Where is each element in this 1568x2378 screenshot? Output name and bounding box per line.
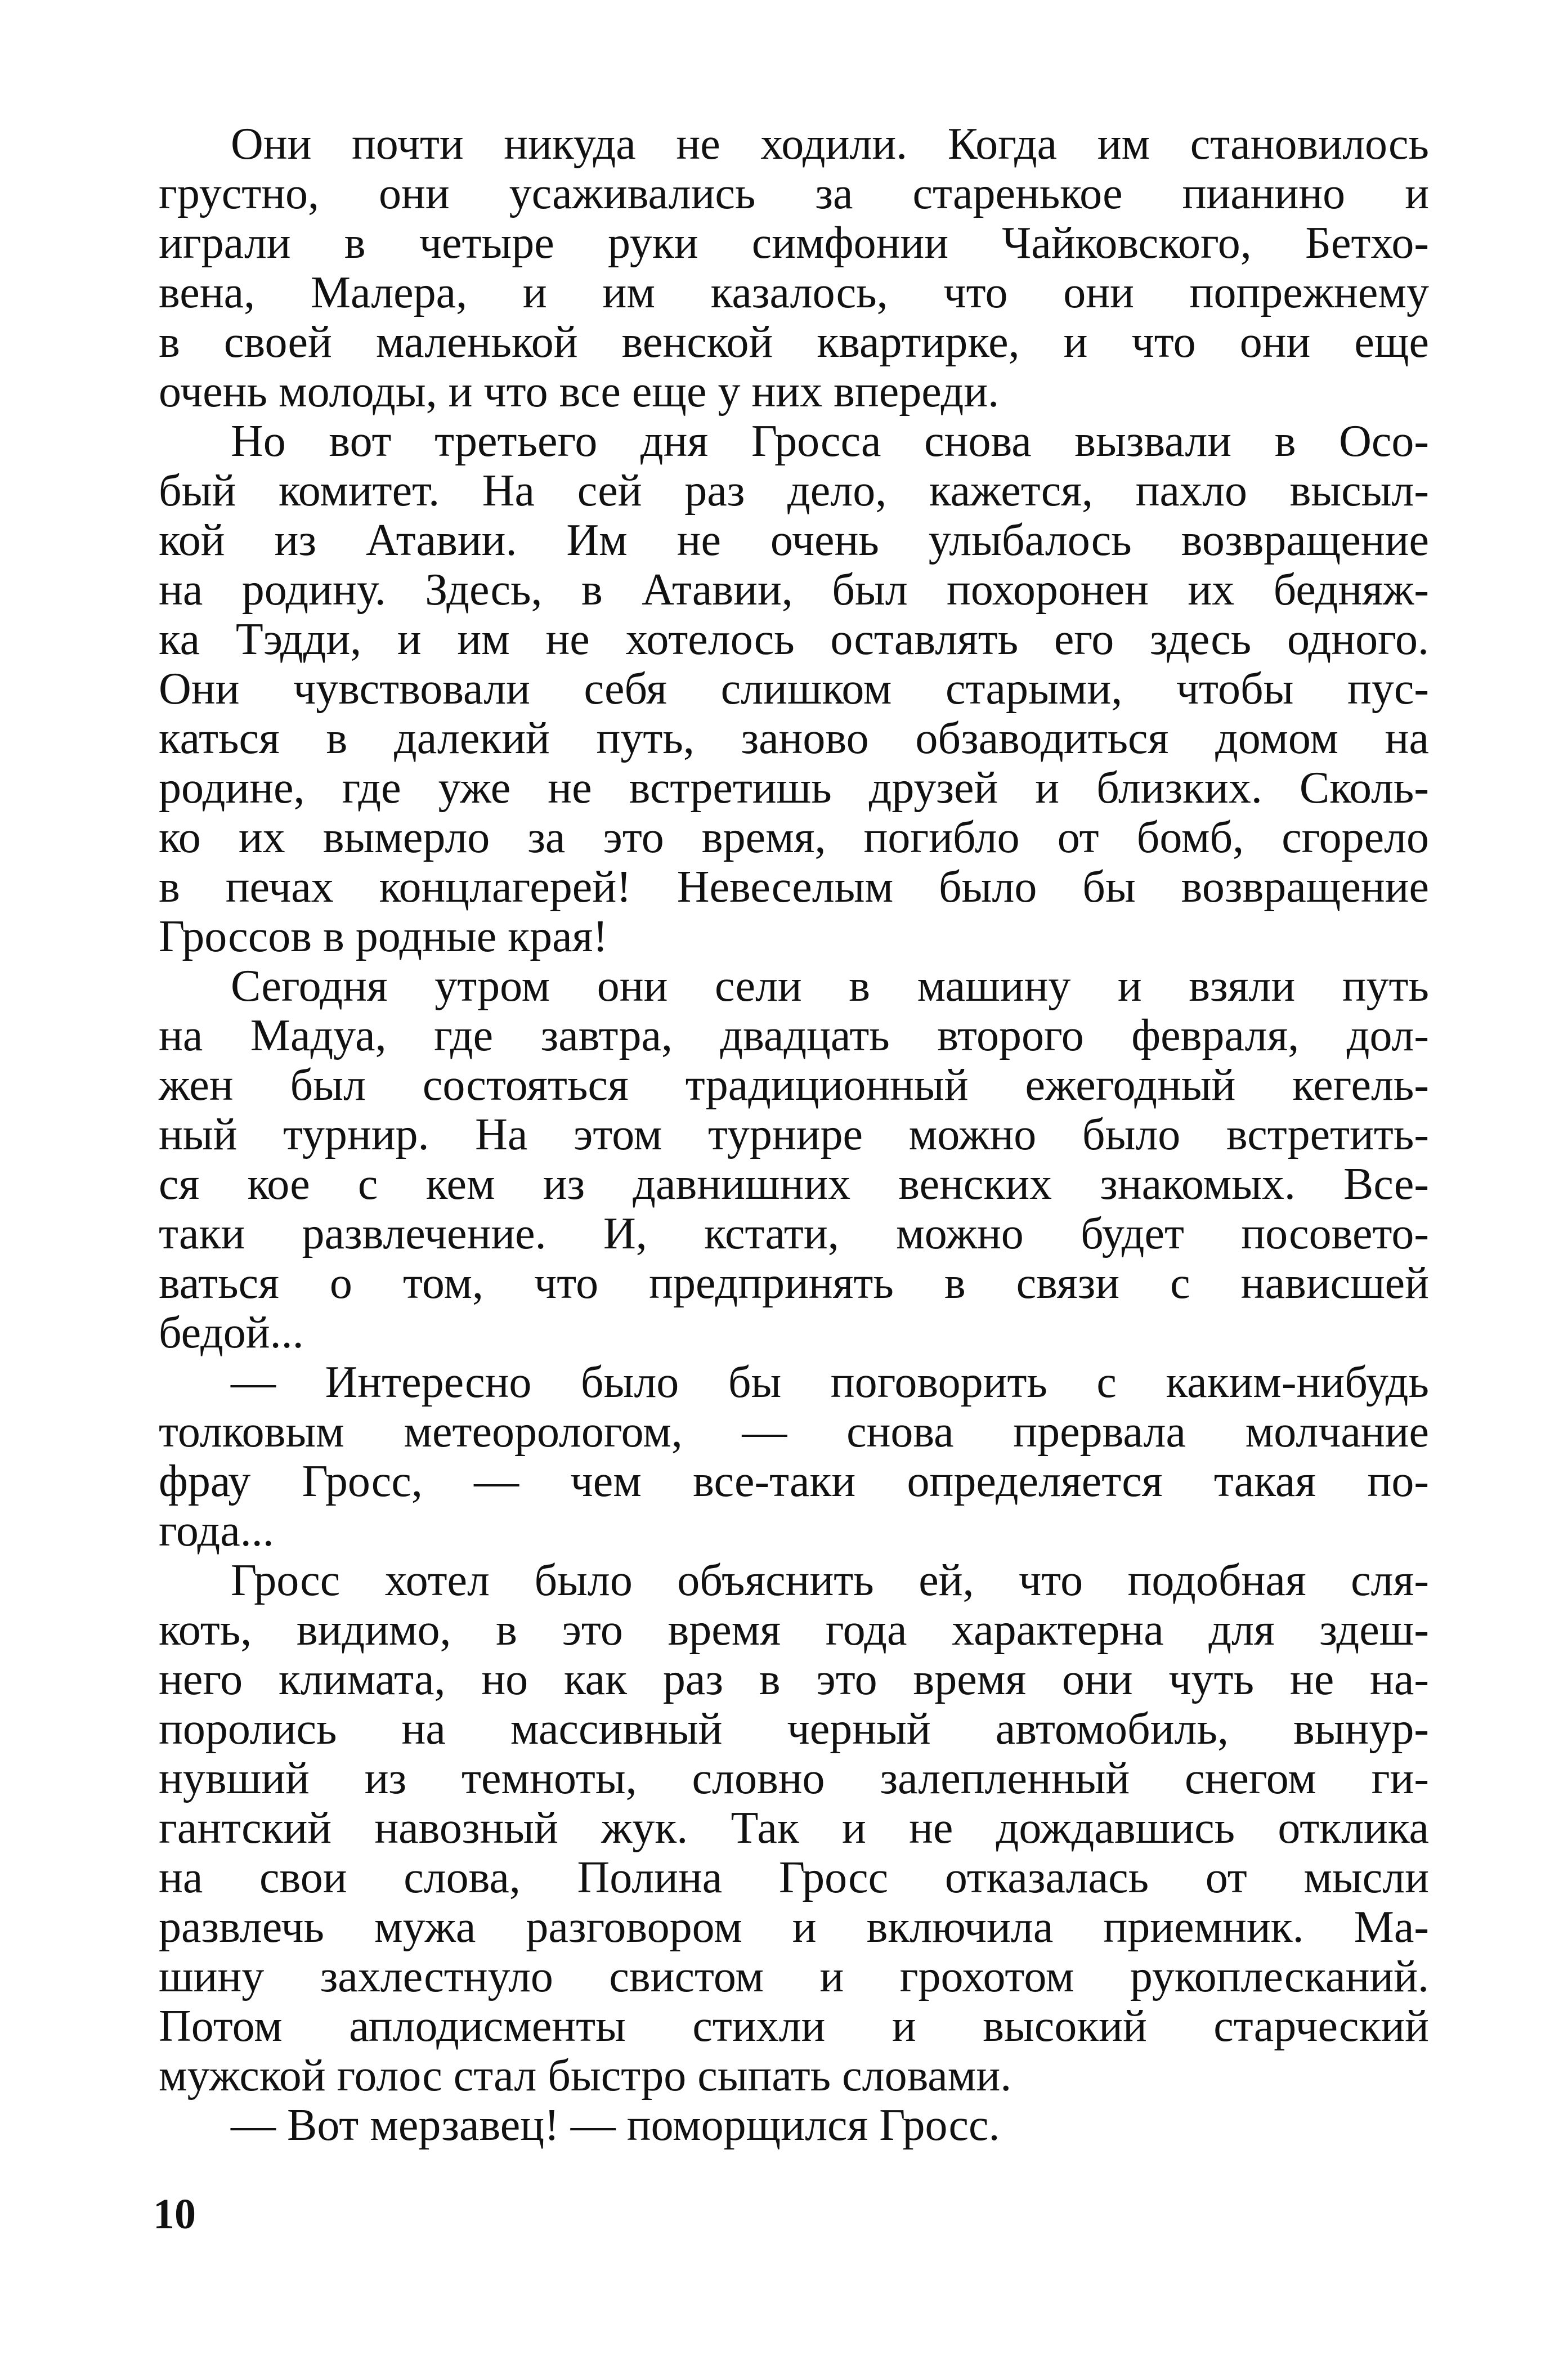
text-line: гантский навозный жук. Так и не дождавшись отклика — [159, 1803, 1429, 1853]
text-line: Гросс хотел было объяснить ей, что подобная сля- — [231, 1556, 1429, 1605]
page-number: 10 — [153, 2191, 196, 2238]
text-line: Но вот третьего дня Гросса снова вызвали в Осо- — [231, 417, 1429, 466]
text-line: развлечь мужа разговором и включила приемник. Ма- — [159, 1902, 1429, 1952]
text-line: Сегодня утром они сели в машину и взяли путь — [231, 961, 1429, 1011]
text-line: поролись на массивный черный автомобиль, вынyр- — [159, 1704, 1429, 1754]
text-line: — Вот мерзавец! — поморщился Гросс. — [231, 2101, 1000, 2150]
text-line: ный турнир. На этом турнире можно было встретить- — [159, 1110, 1429, 1159]
text-line: шину захлестнуло свистом и грохотом рукоплесканий. — [159, 1952, 1429, 2001]
text-line: Они почти никуда не ходили. Когда им становилось — [231, 119, 1429, 169]
body-text — [159, 119, 1429, 2150]
text-line: коть, видимо, в это время года характерна для здеш- — [159, 1605, 1429, 1655]
text-line: ваться о том, что предпринять в связи с нависшей — [159, 1259, 1429, 1308]
text-line: бый комитет. На сей раз дело, кажется, пахло высыл- — [159, 466, 1429, 516]
text-line: фрау Гросс, — чем все-таки определяется такая по- — [159, 1457, 1429, 1506]
text-line: на свои слова, Полина Гросс отказалась от мысли — [159, 1853, 1429, 1902]
text-line: ка Тэдди, и им не хотелось оставлять его здесь одного. — [159, 615, 1429, 664]
text-line: — Интересно было бы поговорить с каким-нибудь — [231, 1358, 1429, 1407]
text-line: нувший из темноты, словно залепленный снегом ги- — [159, 1754, 1429, 1803]
text-line: Потом аплодисменты стихли и высокий старческий — [159, 2001, 1429, 2051]
text-line: играли в четыре руки симфонии Чайковского, Бетхо- — [159, 218, 1429, 268]
text-line: ко их вымерло за это время, погибло от бомб, сгорело — [159, 813, 1429, 862]
text-line: на Мадуа, где завтра, двадцать второго февраля, дол- — [159, 1011, 1429, 1060]
text-line: таки развлечение. И, кстати, можно будет посовето- — [159, 1209, 1429, 1259]
text-line: родине, где уже не встретишь друзей и близких. Сколь- — [159, 763, 1429, 813]
text-line: в своей маленькой венской квартирке, и что они еще — [159, 317, 1429, 367]
text-line: него климата, но как раз в это время они чуть не на- — [159, 1655, 1429, 1704]
text-line: в печах концлагерей! Невеселым было бы возвращение — [159, 862, 1429, 912]
text-line: грустно, они усаживались за старенькое пианино и — [159, 169, 1429, 218]
text-line: жен был состояться традиционный ежегодный кегель- — [159, 1060, 1429, 1110]
text-line: каться в далекий путь, заново обзаводиться домом на — [159, 714, 1429, 763]
text-line: ся кое с кем из давнишних венских знакомых. Все- — [159, 1159, 1429, 1209]
text-line: Они чувствовали себя слишком старыми, чтобы пус- — [159, 664, 1429, 714]
text-line: кой из Атавии. Им не очень улыбалось возвращение — [159, 516, 1429, 565]
text-line: года... — [159, 1506, 274, 1556]
text-line: мужской голос стал быстро сыпать словами. — [159, 2051, 1012, 2101]
text-line: на родину. Здесь, в Атавии, был похоронен их бедняж- — [159, 565, 1429, 615]
text-line: толковым метеорологом, — снова прервала молчание — [159, 1407, 1429, 1457]
text-line: бедой... — [159, 1308, 304, 1358]
text-line: Гроссов в родные края! — [159, 912, 608, 961]
text-line: очень молоды, и что все еще у них впереди. — [159, 367, 1000, 417]
text-line: вена, Малера, и им казалось, что они попрежнему — [159, 268, 1429, 317]
